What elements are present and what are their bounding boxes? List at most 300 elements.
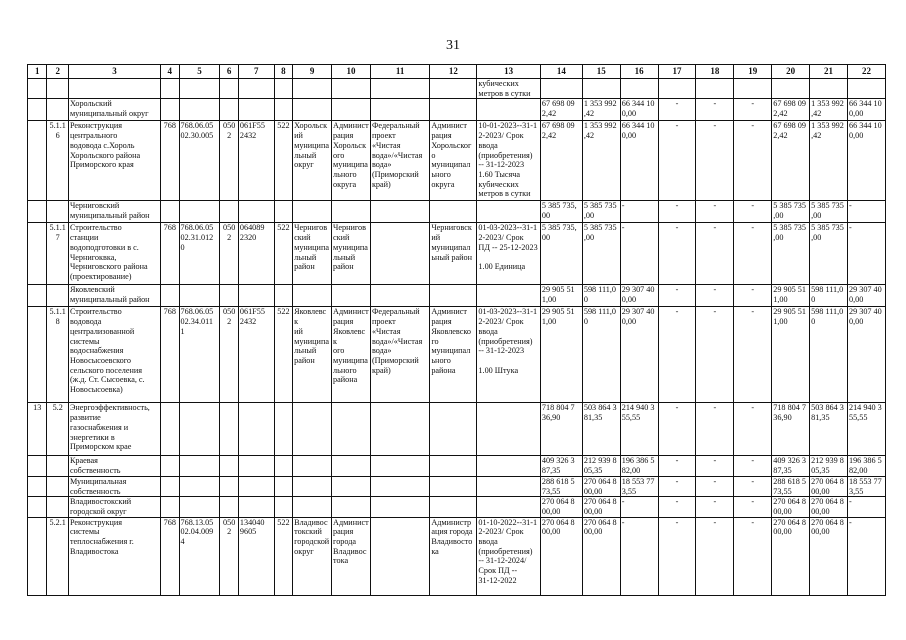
table-cell: Админист рация Яковлевск ого муниципа льного района xyxy=(332,307,371,403)
table-cell xyxy=(47,456,69,476)
table-cell xyxy=(370,285,429,307)
table-cell: 66 344 10 0,00 xyxy=(620,121,658,201)
table-cell xyxy=(47,99,69,121)
table-cell xyxy=(430,403,477,456)
table-cell: 29 307 40 0,00 xyxy=(620,307,658,403)
table-cell xyxy=(47,285,69,307)
table-cell: 5 385 735 ,00 xyxy=(810,201,848,223)
table-cell: 598 111,0 0 xyxy=(810,285,848,307)
table-row xyxy=(28,403,886,456)
table-cell: 409 326 3 87,35 xyxy=(772,456,810,476)
table-cell xyxy=(370,476,429,496)
table-cell xyxy=(238,456,274,476)
table-cell: - xyxy=(620,517,658,595)
table-cell: Реконструкция центрального водовода с.Хороль Хорольского района Приморского края xyxy=(68,121,160,201)
table-cell xyxy=(477,403,540,456)
table-cell: - xyxy=(696,403,734,456)
table-cell xyxy=(47,476,69,496)
table-cell xyxy=(179,476,220,496)
table-cell xyxy=(293,476,332,496)
table-cell xyxy=(430,497,477,517)
table-cell xyxy=(370,497,429,517)
table-cell xyxy=(238,201,274,223)
table-cell xyxy=(847,79,885,99)
table-cell xyxy=(220,456,238,476)
column-number: 17 xyxy=(658,65,696,79)
table-cell: - xyxy=(696,456,734,476)
table-cell: - xyxy=(696,476,734,496)
table-cell xyxy=(179,403,220,456)
table-cell: 01-10-2022--31-1 2-2023/ Срок ввода (приобретения) -- 31-12-2024/ Срок ПД -- 31-12-2022 xyxy=(477,517,540,595)
table-cell: 5.1.17 xyxy=(47,223,69,285)
column-number: 8 xyxy=(274,65,292,79)
table-cell xyxy=(540,79,582,99)
table-cell xyxy=(332,285,371,307)
table-cell xyxy=(238,403,274,456)
table-cell: 1 353 992 ,42 xyxy=(810,121,848,201)
table-cell: 1 353 992 ,42 xyxy=(582,121,620,201)
table-cell xyxy=(620,79,658,99)
column-number: 13 xyxy=(477,65,540,79)
table-row xyxy=(28,517,886,595)
table-cell: 270 064 8 00,00 xyxy=(810,497,848,517)
table-cell xyxy=(332,99,371,121)
table-cell xyxy=(220,403,238,456)
table-cell xyxy=(274,497,292,517)
table-cell: 768 xyxy=(161,307,179,403)
table-cell: 67 698 09 2,42 xyxy=(540,99,582,121)
table-cell: 0502 xyxy=(220,517,238,595)
table-cell xyxy=(179,201,220,223)
table-cell: 29 905 51 1,00 xyxy=(540,285,582,307)
table-cell xyxy=(47,497,69,517)
table-cell: 1 353 992 ,42 xyxy=(810,99,848,121)
column-number: 7 xyxy=(238,65,274,79)
table-cell: - xyxy=(734,476,772,496)
table-cell: - xyxy=(620,201,658,223)
column-number: 22 xyxy=(847,65,885,79)
table-cell: 270 064 8 00,00 xyxy=(810,517,848,595)
table-cell xyxy=(220,285,238,307)
table-cell: кубических метров в сутки xyxy=(477,79,540,99)
table-cell xyxy=(332,476,371,496)
table-cell xyxy=(28,121,47,201)
table-cell: 5.2.1 xyxy=(47,517,69,595)
table-cell: 5 385 735 ,00 xyxy=(810,223,848,285)
table-cell: Хорольск ий муниципа льный округ xyxy=(293,121,332,201)
column-number: 9 xyxy=(293,65,332,79)
table-cell xyxy=(477,285,540,307)
column-number: 3 xyxy=(68,65,160,79)
table-cell xyxy=(68,79,160,99)
table-cell xyxy=(370,79,429,99)
table-cell: 270 064 8 00,00 xyxy=(772,497,810,517)
table-cell: 134040 9605 xyxy=(238,517,274,595)
column-number-row xyxy=(28,65,886,79)
table-cell xyxy=(274,456,292,476)
table-cell: 29 905 51 1,00 xyxy=(772,307,810,403)
table-cell: 064089 2320 xyxy=(238,223,274,285)
table-cell: Черниговск ий муниципал ьный район xyxy=(430,223,477,285)
table-cell xyxy=(28,307,47,403)
column-number: 14 xyxy=(540,65,582,79)
table-cell xyxy=(161,476,179,496)
table-cell: Чернигов ский муниципа льный район xyxy=(293,223,332,285)
table-cell: 196 386 5 82,00 xyxy=(847,456,885,476)
table-cell: 196 386 5 82,00 xyxy=(620,456,658,476)
table-cell: - xyxy=(696,121,734,201)
table-cell: 18 553 77 3,55 xyxy=(847,476,885,496)
table-cell xyxy=(430,456,477,476)
table-cell xyxy=(161,201,179,223)
column-number: 20 xyxy=(772,65,810,79)
table-cell: - xyxy=(847,223,885,285)
table-cell xyxy=(370,456,429,476)
table-cell xyxy=(293,79,332,99)
table-cell: 503 864 3 81,35 xyxy=(582,403,620,456)
column-number: 1 xyxy=(28,65,47,79)
table-cell: Админист рация Хорольск ого муниципа льного округа xyxy=(332,121,371,201)
table-cell: Яковлевский муниципальный район xyxy=(68,285,160,307)
table-cell xyxy=(772,79,810,99)
table-cell: - xyxy=(658,99,696,121)
table-cell: Владивос токский городской округ xyxy=(293,517,332,595)
column-number: 11 xyxy=(370,65,429,79)
table-cell: 768.13.05 02.04.009 4 xyxy=(179,517,220,595)
table-cell: - xyxy=(734,223,772,285)
table-cell xyxy=(477,456,540,476)
table-cell: - xyxy=(620,497,658,517)
table-cell xyxy=(293,497,332,517)
table-row xyxy=(28,99,886,121)
table-cell: 5 385 735, 00 xyxy=(540,201,582,223)
table-cell: 288 618 5 73,55 xyxy=(540,476,582,496)
table-cell xyxy=(477,99,540,121)
table-cell: 67 698 09 2,42 xyxy=(772,121,810,201)
table-row xyxy=(28,79,886,99)
table-cell: 5.2 xyxy=(47,403,69,456)
table-cell xyxy=(293,456,332,476)
table-cell: Хорольский муниципальный округ xyxy=(68,99,160,121)
table-cell: 061F55 2432 xyxy=(238,121,274,201)
table-cell: 270 064 8 00,00 xyxy=(540,517,582,595)
table-cell: Строительство водовода централизованной системы водоснабжения Новосысоевского сельского поселения (ж.д. Ст. Сысоевка, с. Новосысоевка) xyxy=(68,307,160,403)
table-row xyxy=(28,307,886,403)
table-cell: 522 xyxy=(274,517,292,595)
table-cell: - xyxy=(658,497,696,517)
table-cell xyxy=(28,476,47,496)
table-cell: - xyxy=(696,307,734,403)
table-cell xyxy=(179,497,220,517)
page-number: 31 xyxy=(446,38,460,53)
column-number: 21 xyxy=(810,65,848,79)
table-cell: 212 939 8 05,35 xyxy=(582,456,620,476)
table-cell xyxy=(47,79,69,99)
table-cell xyxy=(430,79,477,99)
table-cell xyxy=(370,517,429,595)
table-cell xyxy=(477,201,540,223)
table-cell: 768 xyxy=(161,517,179,595)
table-cell: 214 940 3 55,55 xyxy=(847,403,885,456)
table-row xyxy=(28,201,886,223)
table-cell: 288 618 5 73,55 xyxy=(772,476,810,496)
table-cell: 0502 xyxy=(220,223,238,285)
table-cell: 1 353 992 ,42 xyxy=(582,99,620,121)
table-cell xyxy=(47,201,69,223)
table-cell: 522 xyxy=(274,121,292,201)
table-cell: 5 385 735 ,00 xyxy=(772,201,810,223)
table-cell: Федеральный проект «Чистая вода»/«Чистая вода» (Приморский край) xyxy=(370,307,429,403)
table-cell: Краевая собственность xyxy=(68,456,160,476)
table-cell xyxy=(734,79,772,99)
table-cell xyxy=(332,403,371,456)
table-cell xyxy=(238,79,274,99)
table-cell: 522 xyxy=(274,223,292,285)
table-cell: Энергоэффективность, развитие газоснабжения и энергетики в Приморском крае xyxy=(68,403,160,456)
column-number: 10 xyxy=(332,65,371,79)
table-cell: Муниципальная собственность xyxy=(68,476,160,496)
table-cell: - xyxy=(658,201,696,223)
table-cell xyxy=(161,403,179,456)
table-cell xyxy=(238,285,274,307)
table-cell xyxy=(161,285,179,307)
table-cell: 768 xyxy=(161,223,179,285)
table-cell xyxy=(161,99,179,121)
table-cell: Черниговский муниципальный район xyxy=(68,201,160,223)
table-cell: 598 111,0 0 xyxy=(582,307,620,403)
table-cell xyxy=(477,497,540,517)
table-cell xyxy=(293,201,332,223)
table-cell: - xyxy=(734,517,772,595)
table-cell: 212 939 8 05,35 xyxy=(810,456,848,476)
table-cell: 768.06.05 02.31.012 0 xyxy=(179,223,220,285)
table-cell xyxy=(238,497,274,517)
table-cell: 270 064 8 00,00 xyxy=(582,476,620,496)
table-cell: 67 698 09 2,42 xyxy=(772,99,810,121)
table-cell: Чернигов ский муниципа льный район xyxy=(332,223,371,285)
table-cell xyxy=(220,201,238,223)
table-cell: 768.06.05 02.34.011 1 xyxy=(179,307,220,403)
table-cell xyxy=(293,285,332,307)
table-cell: 718 804 7 36,90 xyxy=(772,403,810,456)
table-cell: 270 064 8 00,00 xyxy=(582,517,620,595)
table-row xyxy=(28,223,886,285)
table-cell: 29 307 40 0,00 xyxy=(620,285,658,307)
table-cell xyxy=(220,99,238,121)
table-cell: Владивостокский городской округ xyxy=(68,497,160,517)
table-cell xyxy=(370,99,429,121)
table-cell: - xyxy=(658,223,696,285)
table-cell: 29 307 40 0,00 xyxy=(847,285,885,307)
table-cell: - xyxy=(734,307,772,403)
table-cell xyxy=(658,79,696,99)
table-cell xyxy=(430,201,477,223)
column-number: 15 xyxy=(582,65,620,79)
table-cell: - xyxy=(658,285,696,307)
table-cell: 270 064 8 00,00 xyxy=(540,497,582,517)
table-cell xyxy=(274,201,292,223)
table-cell: 10-01-2023--31-1 2-2023/ Срок ввода (приобретения) -- 31-12-2023 1.60 Тысяча кубических метров в сутки xyxy=(477,121,540,201)
table-cell xyxy=(28,456,47,476)
table-cell xyxy=(28,99,47,121)
table-cell: - xyxy=(658,456,696,476)
table-cell: - xyxy=(847,517,885,595)
table-cell: 18 553 77 3,55 xyxy=(620,476,658,496)
table-cell: 270 064 8 00,00 xyxy=(772,517,810,595)
table-cell xyxy=(220,476,238,496)
table-cell: - xyxy=(658,476,696,496)
table-cell xyxy=(274,403,292,456)
table-cell xyxy=(810,79,848,99)
table-cell: - xyxy=(734,403,772,456)
column-number: 12 xyxy=(430,65,477,79)
table-cell xyxy=(161,497,179,517)
table-cell xyxy=(370,223,429,285)
table-cell: 503 864 3 81,35 xyxy=(810,403,848,456)
table-cell xyxy=(28,517,47,595)
table-cell xyxy=(179,456,220,476)
table-cell: 768 xyxy=(161,121,179,201)
table-cell: 29 307 40 0,00 xyxy=(847,307,885,403)
table-cell: - xyxy=(734,99,772,121)
table-cell xyxy=(238,99,274,121)
table-cell: - xyxy=(696,517,734,595)
table-cell: - xyxy=(734,121,772,201)
table-cell xyxy=(430,476,477,496)
table-cell: 0502 xyxy=(220,121,238,201)
table-cell: 5.1.16 xyxy=(47,121,69,201)
table-cell xyxy=(293,99,332,121)
table-cell: 5 385 735, 00 xyxy=(540,223,582,285)
table-cell xyxy=(582,79,620,99)
table-cell: - xyxy=(696,99,734,121)
table-cell: - xyxy=(847,497,885,517)
table-cell: 598 111,0 0 xyxy=(810,307,848,403)
table-cell: 5.1.18 xyxy=(47,307,69,403)
budget-table xyxy=(27,64,886,596)
table-cell xyxy=(696,79,734,99)
table-cell xyxy=(274,476,292,496)
table-cell: 01-03-2023--31-1 2-2023/ Срок ПД -- 25-12-2023 1.00 Единица xyxy=(477,223,540,285)
table-cell: 29 905 51 1,00 xyxy=(772,285,810,307)
table-cell: 13 xyxy=(28,403,47,456)
table-cell: 0502 xyxy=(220,307,238,403)
column-number: 5 xyxy=(179,65,220,79)
table-cell: - xyxy=(734,201,772,223)
table-cell: - xyxy=(696,285,734,307)
table-row xyxy=(28,476,886,496)
table-cell: - xyxy=(734,456,772,476)
table-row xyxy=(28,121,886,201)
table-cell: - xyxy=(658,307,696,403)
table-cell xyxy=(28,79,47,99)
column-number: 2 xyxy=(47,65,69,79)
table-cell: 01-03-2023--31-1 2-2023/ Срок ввода (приобретения) -- 31-12-2023 1.00 Штука xyxy=(477,307,540,403)
table-cell xyxy=(332,201,371,223)
table-cell: 768.06.05 02.30.005 xyxy=(179,121,220,201)
table-cell: - xyxy=(696,223,734,285)
table-cell xyxy=(238,476,274,496)
table-cell xyxy=(179,285,220,307)
table-cell: - xyxy=(734,285,772,307)
table-cell: - xyxy=(696,201,734,223)
column-number: 4 xyxy=(161,65,179,79)
table-cell: - xyxy=(658,517,696,595)
table-cell xyxy=(332,497,371,517)
table-cell: Яковлевск ий муниципа льный район xyxy=(293,307,332,403)
table-cell: Админист рация Хорольског о муниципал ьного округа xyxy=(430,121,477,201)
table-cell: 598 111,0 0 xyxy=(582,285,620,307)
table-cell: 5 385 735 ,00 xyxy=(582,201,620,223)
table-cell xyxy=(179,79,220,99)
table-cell: 409 326 3 87,35 xyxy=(540,456,582,476)
table-cell xyxy=(274,285,292,307)
table-cell xyxy=(28,285,47,307)
table-cell: 270 064 8 00,00 xyxy=(810,476,848,496)
table-cell xyxy=(274,79,292,99)
table-cell: - xyxy=(696,497,734,517)
table-cell xyxy=(274,99,292,121)
table-cell xyxy=(370,403,429,456)
table-cell xyxy=(220,79,238,99)
table-cell xyxy=(161,456,179,476)
table-cell: Строительство станции водоподготовки в с. Чернигоквка, Черниговского района (проектирование) xyxy=(68,223,160,285)
table-cell: 29 905 51 1,00 xyxy=(540,307,582,403)
table-cell xyxy=(477,476,540,496)
table-cell: 214 940 3 55,55 xyxy=(620,403,658,456)
table-cell: Федеральный проект «Чистая вода»/«Чистая вода» (Приморский край) xyxy=(370,121,429,201)
table-cell xyxy=(370,201,429,223)
table-row xyxy=(28,497,886,517)
table-cell: 66 344 10 0,00 xyxy=(847,99,885,121)
table-cell xyxy=(220,497,238,517)
column-number: 18 xyxy=(696,65,734,79)
table-cell: Администр ация города Владивосто ка xyxy=(430,517,477,595)
table-cell xyxy=(332,456,371,476)
table-cell xyxy=(179,99,220,121)
table-row xyxy=(28,285,886,307)
table-cell: - xyxy=(847,201,885,223)
table-cell: - xyxy=(620,223,658,285)
column-number: 6 xyxy=(220,65,238,79)
table-cell xyxy=(332,79,371,99)
table-cell: 061F55 2432 xyxy=(238,307,274,403)
table-cell: - xyxy=(658,121,696,201)
table-cell: 67 698 09 2,42 xyxy=(540,121,582,201)
table-cell: 5 385 735 ,00 xyxy=(582,223,620,285)
table-cell: 66 344 10 0,00 xyxy=(847,121,885,201)
table-cell xyxy=(161,79,179,99)
table-cell xyxy=(28,497,47,517)
table-row xyxy=(28,456,886,476)
table-cell: 66 344 10 0,00 xyxy=(620,99,658,121)
column-number: 16 xyxy=(620,65,658,79)
table-cell: Реконструкция системы теплоснабжения г. Владивостока xyxy=(68,517,160,595)
table-cell: 522 xyxy=(274,307,292,403)
table-cell xyxy=(430,285,477,307)
table-cell: - xyxy=(734,497,772,517)
table-cell: Админист рация Яковлевско го муниципал ьного района xyxy=(430,307,477,403)
table-cell xyxy=(293,403,332,456)
table-cell xyxy=(430,99,477,121)
table-cell xyxy=(28,223,47,285)
table-cell: Админист рация города Владивос тока xyxy=(332,517,371,595)
column-number: 19 xyxy=(734,65,772,79)
table-cell: 5 385 735 ,00 xyxy=(772,223,810,285)
table-cell: 718 804 7 36,90 xyxy=(540,403,582,456)
table-cell: - xyxy=(658,403,696,456)
table-cell xyxy=(28,201,47,223)
